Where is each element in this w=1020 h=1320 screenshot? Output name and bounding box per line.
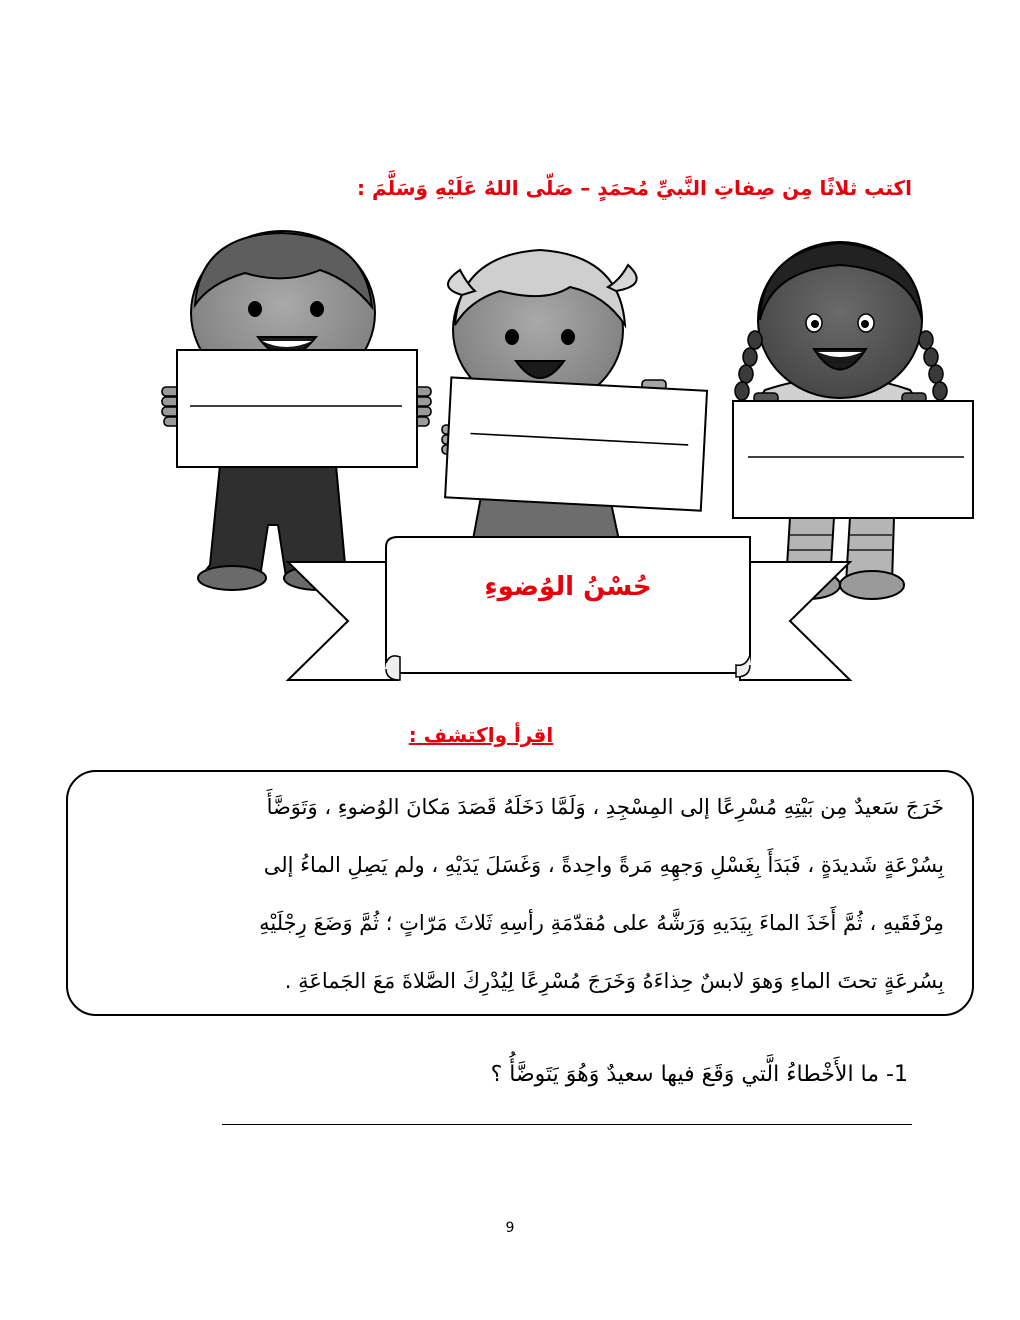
answer-sign-2	[445, 377, 707, 510]
answer-line[interactable]	[222, 1124, 912, 1125]
title-ribbon	[288, 537, 850, 680]
section-heading: اقرأ واكتشف :	[408, 723, 554, 747]
page-number: 9	[505, 1220, 515, 1236]
answer-sign-1	[177, 350, 417, 467]
question-number: 1-	[886, 1062, 908, 1087]
children-holding-signs-illustration	[150, 225, 990, 695]
story-line: مِرْفَقَيهِ ، ثُمَّ أَخَذَ الماءَ بِيَدَيهِ وَرَشَّهُ على مُقدّمَةِ رأسِهِ ثَلاثَ مَرّاتٍ ؛ ثُمَّ وَضَعَ رِجْلَيْهِ	[259, 911, 944, 935]
instruction-heading: اكتب ثلاثًا مِن صِفاتِ النَّبيِّ مُحمَدٍ – صَلّى اللهُ عَلَيْهِ وَسَلَّمَ :	[357, 176, 912, 200]
story-line: بِسُرعَةٍ تحتَ الماءِ وَهوَ لابسٌ حِذاءَهُ وَخَرَجَ مُسْرِعًا لِيُدْرِكَ الصَّلاةَ مَعَ الجَماعَةِ .	[284, 969, 944, 993]
question-text: ما الأَخْطاءُ الَّتي وَقَعَ فيها سعيدٌ وَهُوَ يَتَوضَّأُ ؟	[490, 1062, 880, 1087]
story-line: بِسُرْعَةٍ شَديدَةٍ ، فَبَدَأَ بِغَسْلِ وَجهِهِ مَرةً واحِدةً ، وَغَسَلَ يَدَيْهِ ، ولم يَصِلِ الماءُ إلى	[263, 853, 944, 877]
story-line: خَرَجَ سَعيدٌ مِن بَيْتِهِ مُسْرِعًا إلى المِسْجِدِ ، وَلَمَّا دَخَلَهُ قَصَدَ مَكانَ الوُضوءِ ، وَتَوَضَّأَ	[266, 795, 944, 819]
answer-sign-3	[733, 401, 973, 518]
banner-title: حُسْنُ الوُضوءِ	[484, 572, 652, 602]
question-1	[491, 1058, 908, 1092]
